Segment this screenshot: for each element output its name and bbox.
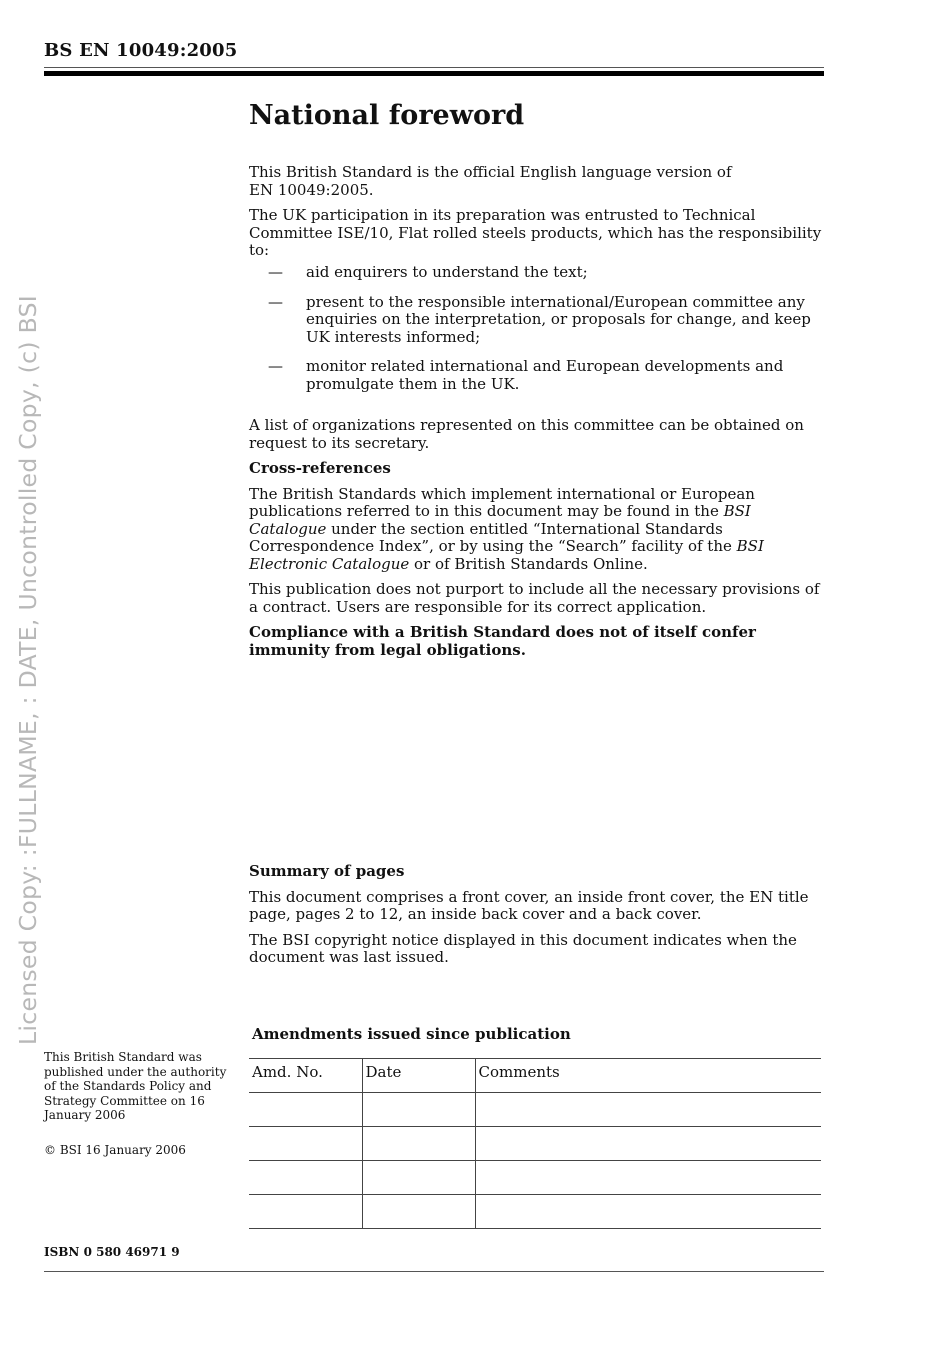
footer-rule xyxy=(44,1271,824,1272)
bsi-catalogue-title: BSI Catalogue xyxy=(249,502,751,538)
responsibility-list xyxy=(249,264,824,393)
column-header-date: Date xyxy=(362,1059,475,1093)
list-item-text: aid enquirers to understand the text; xyxy=(306,263,588,281)
provisions-paragraph: This publication does not purport to include all the necessary provisions of a contract. Users are responsible for its correct application. xyxy=(249,580,820,616)
table-cell xyxy=(475,1127,821,1161)
summary-heading: Summary of pages xyxy=(249,862,405,880)
table-header-row xyxy=(249,1059,821,1093)
compliance-notice: Compliance with a British Standard does not of itself confer immunity from legal obligations. xyxy=(249,623,756,659)
cross-ref-text-b: under the section entitled “International Standards Correspondence Index”, or by using the “Search” facility of the xyxy=(249,519,737,555)
summary-section xyxy=(249,863,824,975)
column-header-comments: Comments xyxy=(475,1059,821,1093)
header-rule-thin xyxy=(44,67,824,68)
table-cell xyxy=(362,1161,475,1195)
isbn-label: ISBN 0 580 46971 9 xyxy=(44,1245,180,1259)
list-item xyxy=(249,358,824,393)
table-row xyxy=(249,1161,821,1195)
cross-ref-text-a: The British Standards which implement international or European publications referred to in this document may be found in the xyxy=(249,484,755,520)
intro-line-1: This British Standard is the official English language version of xyxy=(249,163,732,181)
copyright-notice-paragraph: The BSI copyright notice displayed in this document indicates when the document was last issued. xyxy=(249,930,797,966)
intro-paragraph xyxy=(249,164,824,199)
list-item xyxy=(249,264,824,282)
publication-side-note xyxy=(44,1050,234,1177)
foreword-body xyxy=(249,164,824,268)
committee-list-paragraph: A list of organizations represented on this committee can be obtained on request to its secretary. xyxy=(249,416,804,452)
table-row xyxy=(249,1195,821,1229)
participation-paragraph: The UK participation in its preparation was entrusted to Technical Committee ISE/10, Flat rolled steels products, which has the responsibility to: xyxy=(249,206,822,259)
cross-references-paragraph xyxy=(249,486,824,574)
table-cell xyxy=(475,1195,821,1229)
table-cell xyxy=(475,1093,821,1127)
table-row xyxy=(249,1127,821,1161)
table-cell xyxy=(362,1195,475,1229)
list-item-text: monitor related international and European developments and promulgate them in the UK. xyxy=(306,357,784,393)
list-item-text: present to the responsible international/European committee any enquiries on the interpretation, or proposals for change, and keep UK interests informed; xyxy=(306,292,811,346)
document-code-header: BS EN 10049:2005 xyxy=(44,40,238,61)
amendments-heading: Amendments issued since publication xyxy=(252,1025,571,1043)
table-cell xyxy=(249,1161,362,1195)
list-item xyxy=(249,294,824,347)
table-cell xyxy=(249,1195,362,1229)
dash-bullet: — xyxy=(268,357,283,375)
publication-authority-text: This British Standard was published under the authority of the Standards Policy and Strategy Committee on 16 January 2006 xyxy=(44,1050,227,1122)
copyright-line: © BSI 16 January 2006 xyxy=(44,1142,186,1157)
bsi-electronic-catalogue-title: BSI Electronic Catalogue xyxy=(249,537,764,573)
table-cell xyxy=(475,1161,821,1195)
licence-watermark: Licensed Copy: :FULLNAME, : DATE, Uncontrolled Copy, (c) BSI xyxy=(14,294,42,1045)
summary-paragraph: This document comprises a front cover, an inside front cover, the EN title page, pages 2 to 12, an inside back cover and a back cover. xyxy=(249,887,809,923)
cross-ref-text-c: or of British Standards Online. xyxy=(409,554,648,573)
table-cell xyxy=(362,1127,475,1161)
dash-bullet: — xyxy=(268,263,283,281)
page-title: National foreword xyxy=(249,100,525,131)
column-header-amd-no: Amd. No. xyxy=(249,1059,362,1093)
cross-references-heading: Cross-references xyxy=(249,459,391,477)
table-cell xyxy=(249,1093,362,1127)
responsibility-list-block xyxy=(249,264,824,405)
cross-reference-section xyxy=(249,417,824,667)
header-rule-thick xyxy=(44,71,824,76)
amendments-table xyxy=(249,1058,821,1229)
intro-line-2: EN 10049:2005. xyxy=(249,180,374,199)
table-row xyxy=(249,1093,821,1127)
table-cell xyxy=(249,1127,362,1161)
table-cell xyxy=(362,1093,475,1127)
dash-bullet: — xyxy=(268,292,283,311)
